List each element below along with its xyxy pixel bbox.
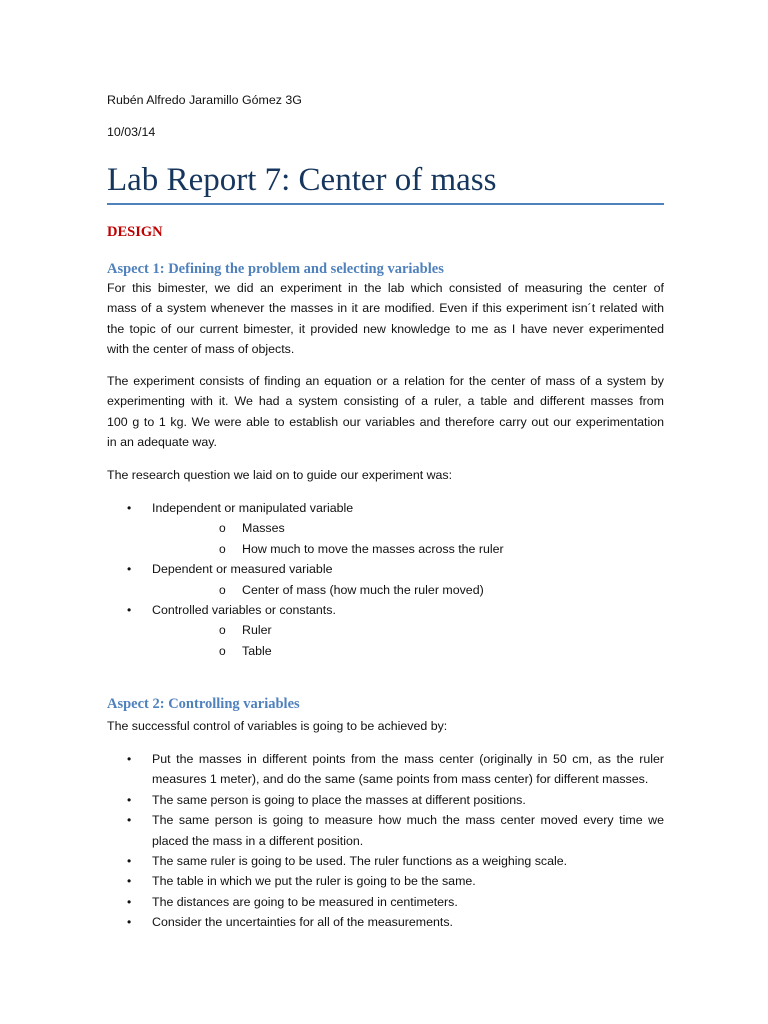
list-item bbox=[107, 871, 664, 891]
list-item-line: measures 1 meter), and do the same (same points from mass center) for different masses. bbox=[152, 772, 649, 787]
sub-bullet-icon: o bbox=[219, 643, 226, 658]
list-item-line: The table in which we put the ruler is going to be the same. bbox=[152, 874, 476, 889]
list-item bbox=[152, 580, 664, 600]
date-line: 10/03/14 bbox=[107, 125, 156, 139]
list-item bbox=[107, 892, 664, 912]
sub-bullet-icon: o bbox=[219, 623, 226, 638]
list-item bbox=[107, 749, 664, 790]
author-line: Rubén Alfredo Jaramillo Gómez 3G bbox=[107, 93, 302, 107]
list-item-line: The distances are going to be measured in centimeters. bbox=[152, 894, 458, 909]
aspect1-paragraph1 bbox=[107, 278, 664, 360]
paragraph-line: with the center of mass of objects. bbox=[107, 342, 295, 357]
bullet-icon: • bbox=[127, 603, 132, 618]
title-underline bbox=[107, 203, 664, 205]
variable-label: Controlled variables or constants. bbox=[152, 603, 336, 618]
list-item bbox=[152, 641, 664, 661]
list-item bbox=[152, 518, 664, 538]
paragraph-line: experimenting with it. We had a system consisting of a ruler, a table and different masses from bbox=[107, 394, 664, 409]
variable-item: How much to move the masses across the ruler bbox=[242, 541, 504, 556]
variable-label: Dependent or measured variable bbox=[152, 562, 333, 577]
list-item-line: The same person is going to measure how much the mass center moved every time we bbox=[152, 813, 664, 828]
section-heading-design: DESIGN bbox=[107, 224, 163, 240]
list-item-line: Consider the uncertainties for all of the measurements. bbox=[152, 915, 453, 930]
list-item bbox=[107, 851, 664, 871]
paragraph-line: mass of a system whenever the masses in it are modified. Even if this experiment isn´t related with bbox=[107, 301, 664, 316]
variable-item: Ruler bbox=[242, 623, 272, 638]
sub-bullet-icon: o bbox=[219, 582, 226, 597]
variable-item: Center of mass (how much the ruler moved) bbox=[242, 582, 484, 597]
variables-list bbox=[107, 498, 664, 661]
research-question-intro: The research question we laid on to guide our experiment was: bbox=[107, 468, 453, 482]
aspect2-intro: The successful control of variables is going to be achieved by: bbox=[107, 719, 448, 733]
bullet-icon: • bbox=[127, 792, 132, 807]
bullet-icon: • bbox=[127, 562, 132, 577]
paragraph-line: For this bimester, we did an experiment in the lab which consisted of measuring the center of bbox=[107, 281, 664, 295]
list-item bbox=[107, 498, 664, 559]
aspect2-heading: Aspect 2: Controlling variables bbox=[107, 696, 300, 712]
sub-bullet-icon: o bbox=[219, 541, 226, 556]
bullet-icon: • bbox=[127, 894, 132, 909]
paragraph-line: in an adequate way. bbox=[107, 435, 217, 450]
controlled-variables-list bbox=[107, 749, 664, 933]
paragraph-line: the topic of our current bimester, it provided new knowledge to me as I have never experimented bbox=[107, 321, 664, 336]
sub-bullet-icon: o bbox=[219, 521, 226, 536]
paragraph-line: The experiment consists of finding an equation or a relation for the center of mass of a system by bbox=[107, 374, 664, 388]
variable-item: Masses bbox=[242, 521, 285, 536]
variable-label: Independent or manipulated variable bbox=[152, 501, 354, 515]
aspect1-heading: Aspect 1: Defining the problem and selecting variables bbox=[107, 261, 444, 277]
list-item-line: The same ruler is going to be used. The ruler functions as a weighing scale. bbox=[152, 854, 568, 869]
list-item bbox=[152, 620, 664, 640]
bullet-icon: • bbox=[127, 854, 132, 869]
bullet-icon: • bbox=[127, 915, 132, 930]
paragraph-line: 100 g to 1 kg. We were able to establish our variables and therefore carry out our experimentation bbox=[107, 414, 664, 429]
title-block bbox=[107, 160, 664, 205]
list-item bbox=[107, 912, 664, 932]
list-item-line: placed the mass in a different position. bbox=[152, 833, 364, 848]
bullet-icon: • bbox=[127, 813, 132, 828]
list-item-line: The same person is going to place the masses at different positions. bbox=[152, 792, 526, 807]
list-item-line: Put the masses in different points from the mass center (originally in 50 cm, as the ruler bbox=[152, 752, 664, 766]
page-title: Lab Report 7: Center of mass bbox=[107, 162, 497, 198]
aspect1-paragraph2 bbox=[107, 371, 664, 453]
list-item bbox=[152, 539, 664, 559]
list-item bbox=[107, 600, 664, 661]
list-item bbox=[107, 790, 664, 810]
list-item bbox=[107, 559, 664, 600]
list-item bbox=[107, 810, 664, 851]
bullet-icon: • bbox=[127, 501, 132, 515]
variable-item: Table bbox=[242, 643, 272, 658]
bullet-icon: • bbox=[127, 874, 132, 889]
bullet-icon: • bbox=[127, 752, 132, 766]
